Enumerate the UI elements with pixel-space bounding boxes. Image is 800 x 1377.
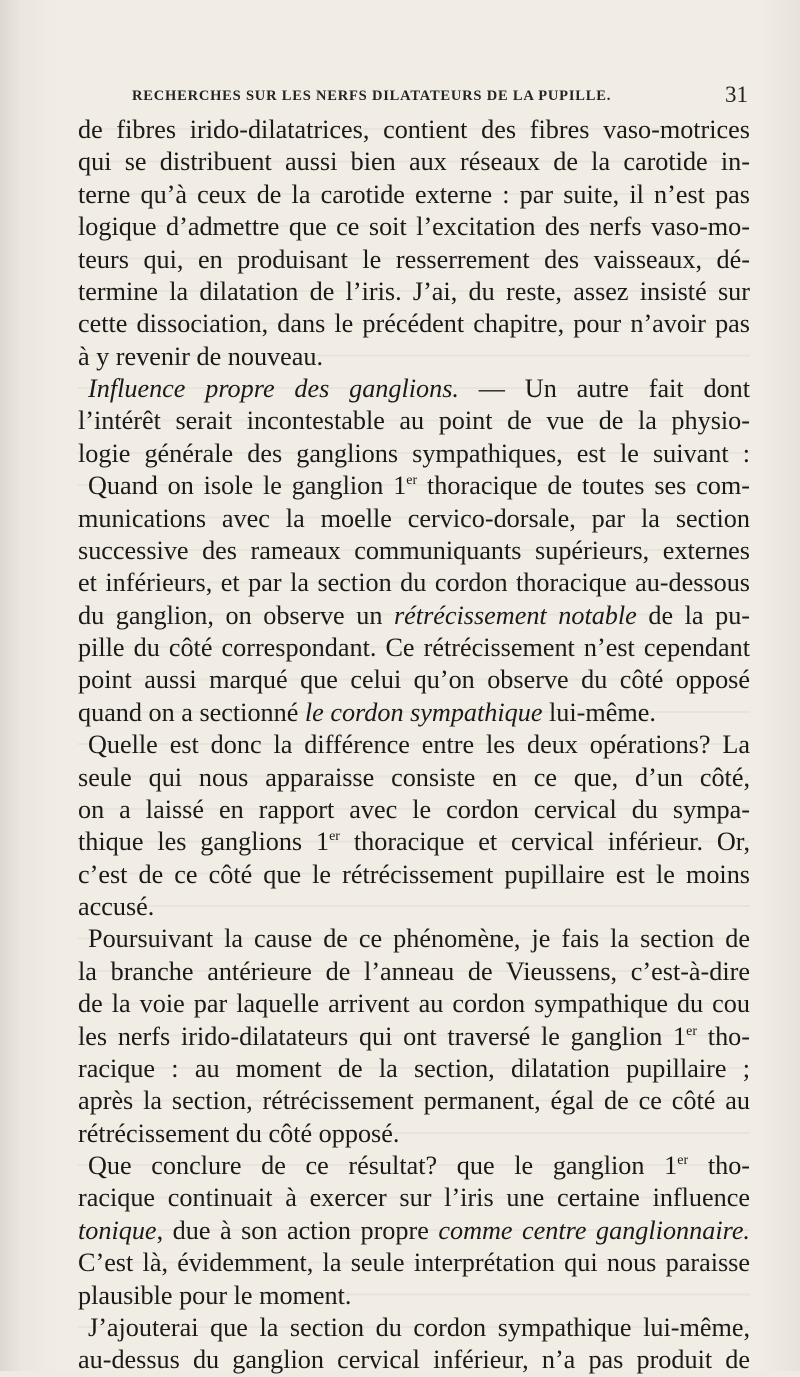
text-segment: tho-: [697, 1021, 750, 1051]
text-segment: accusé.: [78, 892, 155, 921]
text-line: [78, 1312, 750, 1344]
text-line: [78, 923, 750, 955]
text-line: [78, 826, 750, 858]
italic-text: Influence propre des ganglions.: [88, 374, 459, 403]
text-segment: — Un autre fait dont: [458, 374, 750, 403]
text-segment: seule qui nous apparaisse consiste en ce que, d’un côté,: [78, 762, 750, 792]
text-line: [78, 1344, 750, 1376]
text-segment: terne qu’à ceux de la carotide externe : par suite, il n’est pas: [78, 179, 750, 209]
italic-text: le cordon sympathique: [304, 697, 543, 727]
text-segment: munications avec la moelle cervico-dorsale, par la section: [78, 503, 750, 533]
text-line: [78, 859, 750, 891]
superscript: er: [406, 473, 418, 489]
text-line: [78, 567, 750, 599]
text-line: [78, 470, 750, 502]
text-line: [78, 794, 750, 826]
text-segment: teurs qui, en produisant le resserrement des vaisseaux, dé-: [78, 244, 750, 274]
superscript: er: [329, 829, 340, 845]
text-segment: thoracique de toutes ses com-: [417, 471, 750, 501]
text-segment: lui-même.: [542, 697, 656, 727]
text-segment: la branche antérieure de l’anneau de Vieussens, c’est-à-dire: [78, 956, 750, 986]
text-segment: thique les ganglions 1: [78, 827, 330, 857]
text-line: [78, 1053, 750, 1085]
text-segment: successive des rameaux communiquants supérieurs, externes: [78, 535, 750, 565]
text-line: [78, 114, 750, 146]
text-segment: on a laissé en rapport avec le cordon cervical du sympa-: [78, 794, 750, 824]
text-line: [78, 891, 750, 923]
text-line: [78, 600, 750, 632]
text-segment: cette dissociation, dans le précédent chapitre, pour n’avoir pas: [78, 309, 750, 339]
text-line: [78, 697, 750, 729]
text-segment: plausible pour le moment.: [78, 1280, 352, 1310]
text-line: [78, 308, 750, 340]
text-segment: pille du côté correspondant. Ce rétrécissement n’est cependant: [78, 633, 750, 662]
text-segment: Quelle est donc la différence entre les deux opérations? La: [88, 730, 750, 760]
text-segment: logique d’admettre que ce soit l’excitation des nerfs vaso-mo-: [78, 212, 750, 242]
text-segment: C’est là, évidemment, la seule interprétation qui nous paraisse: [78, 1248, 750, 1278]
text-line: [78, 956, 750, 988]
superscript: er: [677, 1153, 689, 1168]
running-title: RECHERCHES SUR LES NERFS DILATATEURS DE LA PUPILLE.: [132, 88, 612, 104]
text-line: [78, 244, 750, 276]
text-line: [78, 1280, 750, 1312]
text-segment: J’ajouterai que la section du cordon sympathique lui-même,: [88, 1312, 750, 1342]
text-segment: après la section, rétrécissement permanent, égal de ce côté au: [78, 1086, 750, 1116]
text-segment: à y revenir de nouveau.: [78, 341, 324, 371]
italic-text: comme centre ganglionnaire.: [438, 1215, 750, 1245]
text-line: [78, 1085, 750, 1117]
text-line: [78, 179, 750, 211]
superscript: er: [686, 1023, 698, 1039]
text-segment: et inférieurs, et par la section du cordon thoracique au-dessous: [78, 568, 750, 598]
text-line: [78, 146, 750, 178]
text-segment: du ganglion, on observe un: [78, 600, 394, 630]
text-line: [78, 1150, 750, 1182]
text-line: [78, 1247, 750, 1279]
text-line: [78, 503, 750, 535]
text-line: [78, 729, 750, 761]
text-line: [78, 1182, 750, 1214]
text-line: [78, 988, 750, 1020]
text-segment: racique continuait à exercer sur l’iris une certaine influence: [78, 1183, 750, 1213]
text-line: [78, 373, 750, 405]
italic-text: tonique: [78, 1215, 157, 1245]
text-segment: les nerfs irido-dilatateurs qui ont traversé le ganglion 1: [78, 1021, 687, 1051]
text-segment: Poursuivant la cause de ce phénomène, je fais la section de: [88, 924, 750, 954]
text-segment: quand on a sectionné: [78, 697, 305, 727]
text-line: [78, 341, 750, 373]
text-segment: de fibres irido-dilatatrices, contient des fibres vaso-motrices: [78, 115, 750, 144]
text-line: [78, 1021, 750, 1053]
text-segment: qui se distribuent aussi bien aux réseaux de la carotide in-: [78, 147, 750, 177]
text-segment: au-dessus du ganglion cervical inférieur, n’a pas produit de: [78, 1345, 750, 1375]
text-segment: termine la dilatation de l’iris. J’ai, du reste, assez insisté sur: [78, 276, 750, 306]
text-segment: de la pu-: [636, 600, 750, 630]
text-line: [78, 762, 750, 794]
body-text: [78, 114, 750, 1377]
italic-text: rétrécissement notable: [393, 600, 637, 630]
text-segment: c’est de ce côté que le rétrécissement pupillaire est le moins: [78, 859, 750, 889]
text-segment: logie générale des ganglions sympathiques, est le suivant :: [78, 438, 750, 468]
text-line: [78, 438, 750, 470]
text-segment: tho-: [688, 1151, 750, 1180]
text-segment: l’intérêt serait incontestable au point de vue de la physio-: [78, 406, 750, 436]
text-segment: point aussi marqué que celui qu’on observe du côté opposé: [78, 665, 750, 695]
text-line: [78, 632, 750, 664]
text-line: [78, 276, 750, 308]
text-segment: rétrécissement du côté opposé.: [78, 1118, 400, 1148]
text-line: [78, 664, 750, 696]
text-segment: Que conclure de ce résultat? que le ganglion 1: [88, 1151, 678, 1180]
text-segment: de la voie par laquelle arrivent au cordon sympathique du cou: [78, 989, 750, 1019]
running-head: [132, 84, 752, 110]
text-segment: , due à son action propre: [156, 1215, 439, 1245]
text-line: [78, 1215, 750, 1247]
text-line: [78, 405, 750, 437]
page-number: 31: [725, 82, 748, 107]
text-segment: thoracique et cervical inférieur. Or,: [339, 827, 750, 857]
text-segment: Quand on isole le ganglion 1: [88, 471, 407, 501]
text-line: [78, 211, 750, 243]
text-segment: racique : au moment de la section, dilatation pupillaire ;: [78, 1053, 750, 1083]
text-line: [78, 1118, 750, 1150]
text-line: [78, 535, 750, 567]
